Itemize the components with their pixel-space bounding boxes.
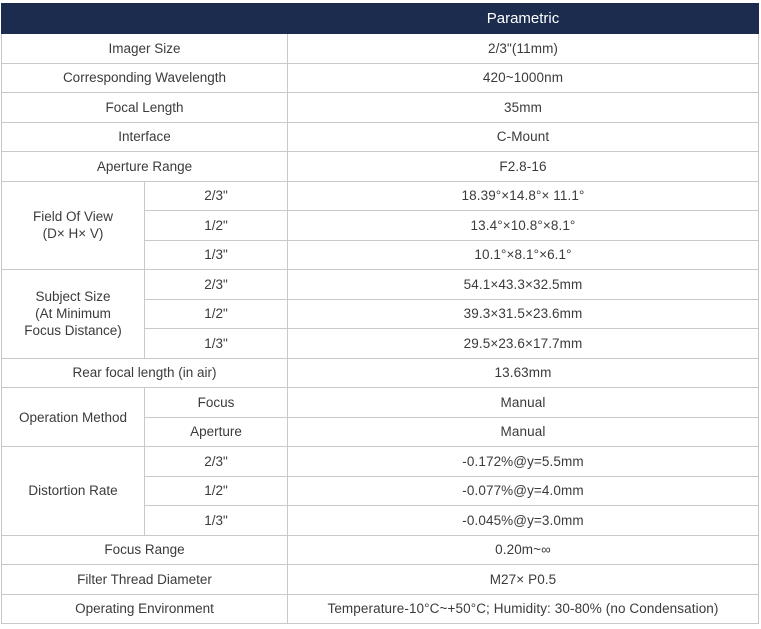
distortion-value-1-2: -0.077%@y=4.0mm [288, 476, 759, 506]
distortion-value-2-3: -0.172%@y=5.5mm [288, 447, 759, 477]
value-filter-thread: M27× P0.5 [288, 565, 759, 595]
value-wavelength: 420~1000nm [288, 63, 759, 93]
row-focus-range [2, 535, 759, 565]
row-operation-focus [2, 388, 759, 418]
row-interface [2, 122, 759, 152]
value-interface: C-Mount [288, 122, 759, 152]
subject-value-1-3: 29.5×23.6×17.7mm [288, 329, 759, 359]
subject-size-2-3: 2/3" [145, 270, 288, 300]
label-interface: Interface [2, 122, 288, 152]
label-imager-size: Imager Size [2, 34, 288, 64]
distortion-value-1-3: -0.045%@y=3.0mm [288, 506, 759, 536]
subject-size-1-3: 1/3" [145, 329, 288, 359]
subject-value-2-3: 54.1×43.3×32.5mm [288, 270, 759, 300]
row-focal-length [2, 93, 759, 123]
value-focus-range: 0.20m~∞ [288, 535, 759, 565]
value-aperture-range: F2.8-16 [288, 152, 759, 182]
operation-sub-focus: Focus [145, 388, 288, 418]
fov-value-2-3: 18.39°×14.8°× 11.1° [288, 181, 759, 211]
fov-label-line1: Field Of View [32, 209, 114, 225]
subject-label-line3: Focus Distance) [24, 323, 122, 339]
subject-value-1-2: 39.3×31.5×23.6mm [288, 299, 759, 329]
subject-label-line2: (At Minimum [35, 306, 111, 322]
operation-sub-aperture: Aperture [145, 417, 288, 447]
fov-label-line2: (D× H× V) [42, 226, 104, 242]
operation-value-focus: Manual [288, 388, 759, 418]
label-operation-method: Operation Method [2, 388, 145, 447]
row-filter-thread [2, 565, 759, 595]
label-rear-focal: Rear focal length (in air) [2, 358, 288, 388]
distortion-size-1-3: 1/3" [145, 506, 288, 536]
fov-size-1-2: 1/2" [145, 211, 288, 241]
label-distortion-rate: Distortion Rate [2, 447, 145, 536]
row-wavelength [2, 63, 759, 93]
label-focus-range: Focus Range [2, 535, 288, 565]
header-parametric: Parametric [288, 4, 759, 34]
row-aperture-range [2, 152, 759, 182]
header-blank-cell [2, 4, 288, 34]
header-row [2, 4, 759, 34]
fov-value-1-2: 13.4°×10.8°×8.1° [288, 211, 759, 241]
value-rear-focal: 13.63mm [288, 358, 759, 388]
operation-value-aperture: Manual [288, 417, 759, 447]
row-subject-2-3 [2, 270, 759, 300]
row-rear-focal [2, 358, 759, 388]
row-operating-environment [2, 594, 759, 624]
label-subject-size [2, 270, 145, 359]
label-field-of-view [2, 181, 145, 270]
label-wavelength: Corresponding Wavelength [2, 63, 288, 93]
label-aperture-range: Aperture Range [2, 152, 288, 182]
value-imager-size: 2/3"(11mm) [288, 34, 759, 64]
spec-table [1, 3, 759, 624]
fov-size-1-3: 1/3" [145, 240, 288, 270]
label-operating-environment: Operating Environment [2, 594, 288, 624]
fov-value-1-3: 10.1°×8.1°×6.1° [288, 240, 759, 270]
row-imager-size [2, 34, 759, 64]
subject-label-line1: Subject Size [35, 289, 111, 305]
value-operating-environment: Temperature-10°C~+50°C; Humidity: 30-80% (no Condensation) [288, 594, 759, 624]
distortion-size-1-2: 1/2" [145, 476, 288, 506]
row-distortion-2-3 [2, 447, 759, 477]
fov-size-2-3: 2/3" [145, 181, 288, 211]
label-filter-thread: Filter Thread Diameter [2, 565, 288, 595]
subject-size-1-2: 1/2" [145, 299, 288, 329]
value-focal-length: 35mm [288, 93, 759, 123]
row-fov-2-3 [2, 181, 759, 211]
distortion-size-2-3: 2/3" [145, 447, 288, 477]
label-focal-length: Focal Length [2, 93, 288, 123]
